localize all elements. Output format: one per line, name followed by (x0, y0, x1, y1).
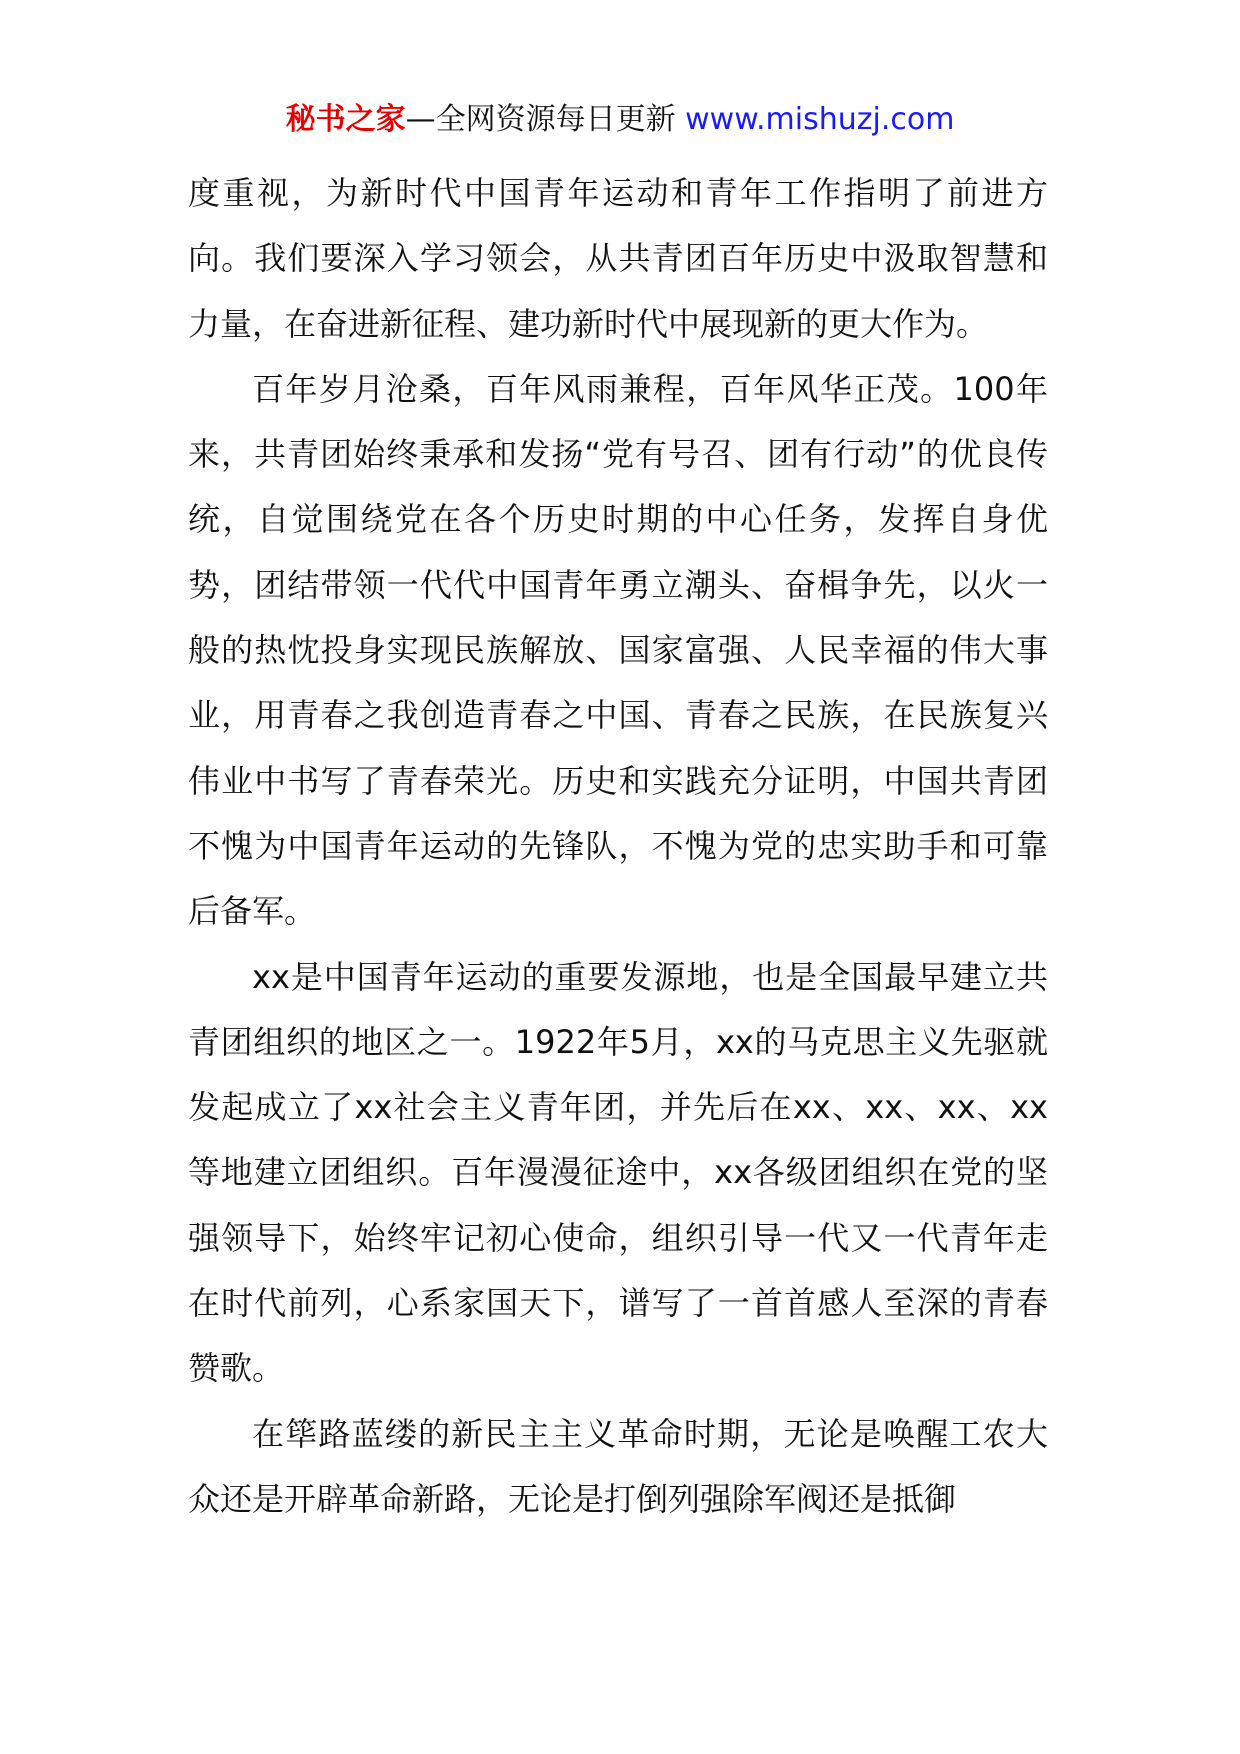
paragraph: xx是中国青年运动的重要发源地，也是全国最早建立共青团组织的地区之一。1922年5月，xx的马克思主义先驱就发起成立了xx社会主义青年团，并先后在xx、xx、xx、xx等地建立团组织。百年漫漫征途中，xx各级团组织在党的坚强领导下，始终牢记初心使命，组织引导一代又一代青年走在时代前列，心系家国天下，谱写了一首首感人至深的青春赞歌。 (188, 957, 1048, 1388)
document-body (188, 161, 1048, 1532)
site-url-link[interactable]: www.mishuzj.com (685, 102, 955, 137)
paragraph: 度重视，为新时代中国青年运动和青年工作指明了前进方向。我们要深入学习领会，从共青团百年历史中汲取智慧和力量，在奋进新征程、建功新时代中展现新的更大作为。 (188, 174, 1048, 343)
paragraph: 百年岁月沧桑，百年风雨兼程，百年风华正茂。100年来，共青团始终秉承和发扬“党有号召、团有行动”的优良传统，自觉围绕党在各个历史时期的中心任务，发挥自身优势，团结带领一代代中国青年勇立潮头、奋楫争先，以火一般的热忱投身实现民族解放、国家富强、人民幸福的伟大事业，用青春之我创造青春之中国、青春之民族，在民族复兴伟业中书写了青春荣光。历史和实践充分证明，中国共青团不愧为中国青年运动的先锋队，不愧为党的忠实助手和可靠后备军。 (188, 369, 1048, 931)
site-brand: 秘书之家 (285, 102, 406, 137)
paragraph: 在筚路蓝缕的新民主主义革命时期，无论是唤醒工农大众还是开辟革命新路，无论是打倒列强除军阀还是抵御 (188, 1414, 1048, 1518)
site-tagline: —全网资源每日更新 (405, 102, 676, 137)
site-header (0, 100, 1240, 140)
